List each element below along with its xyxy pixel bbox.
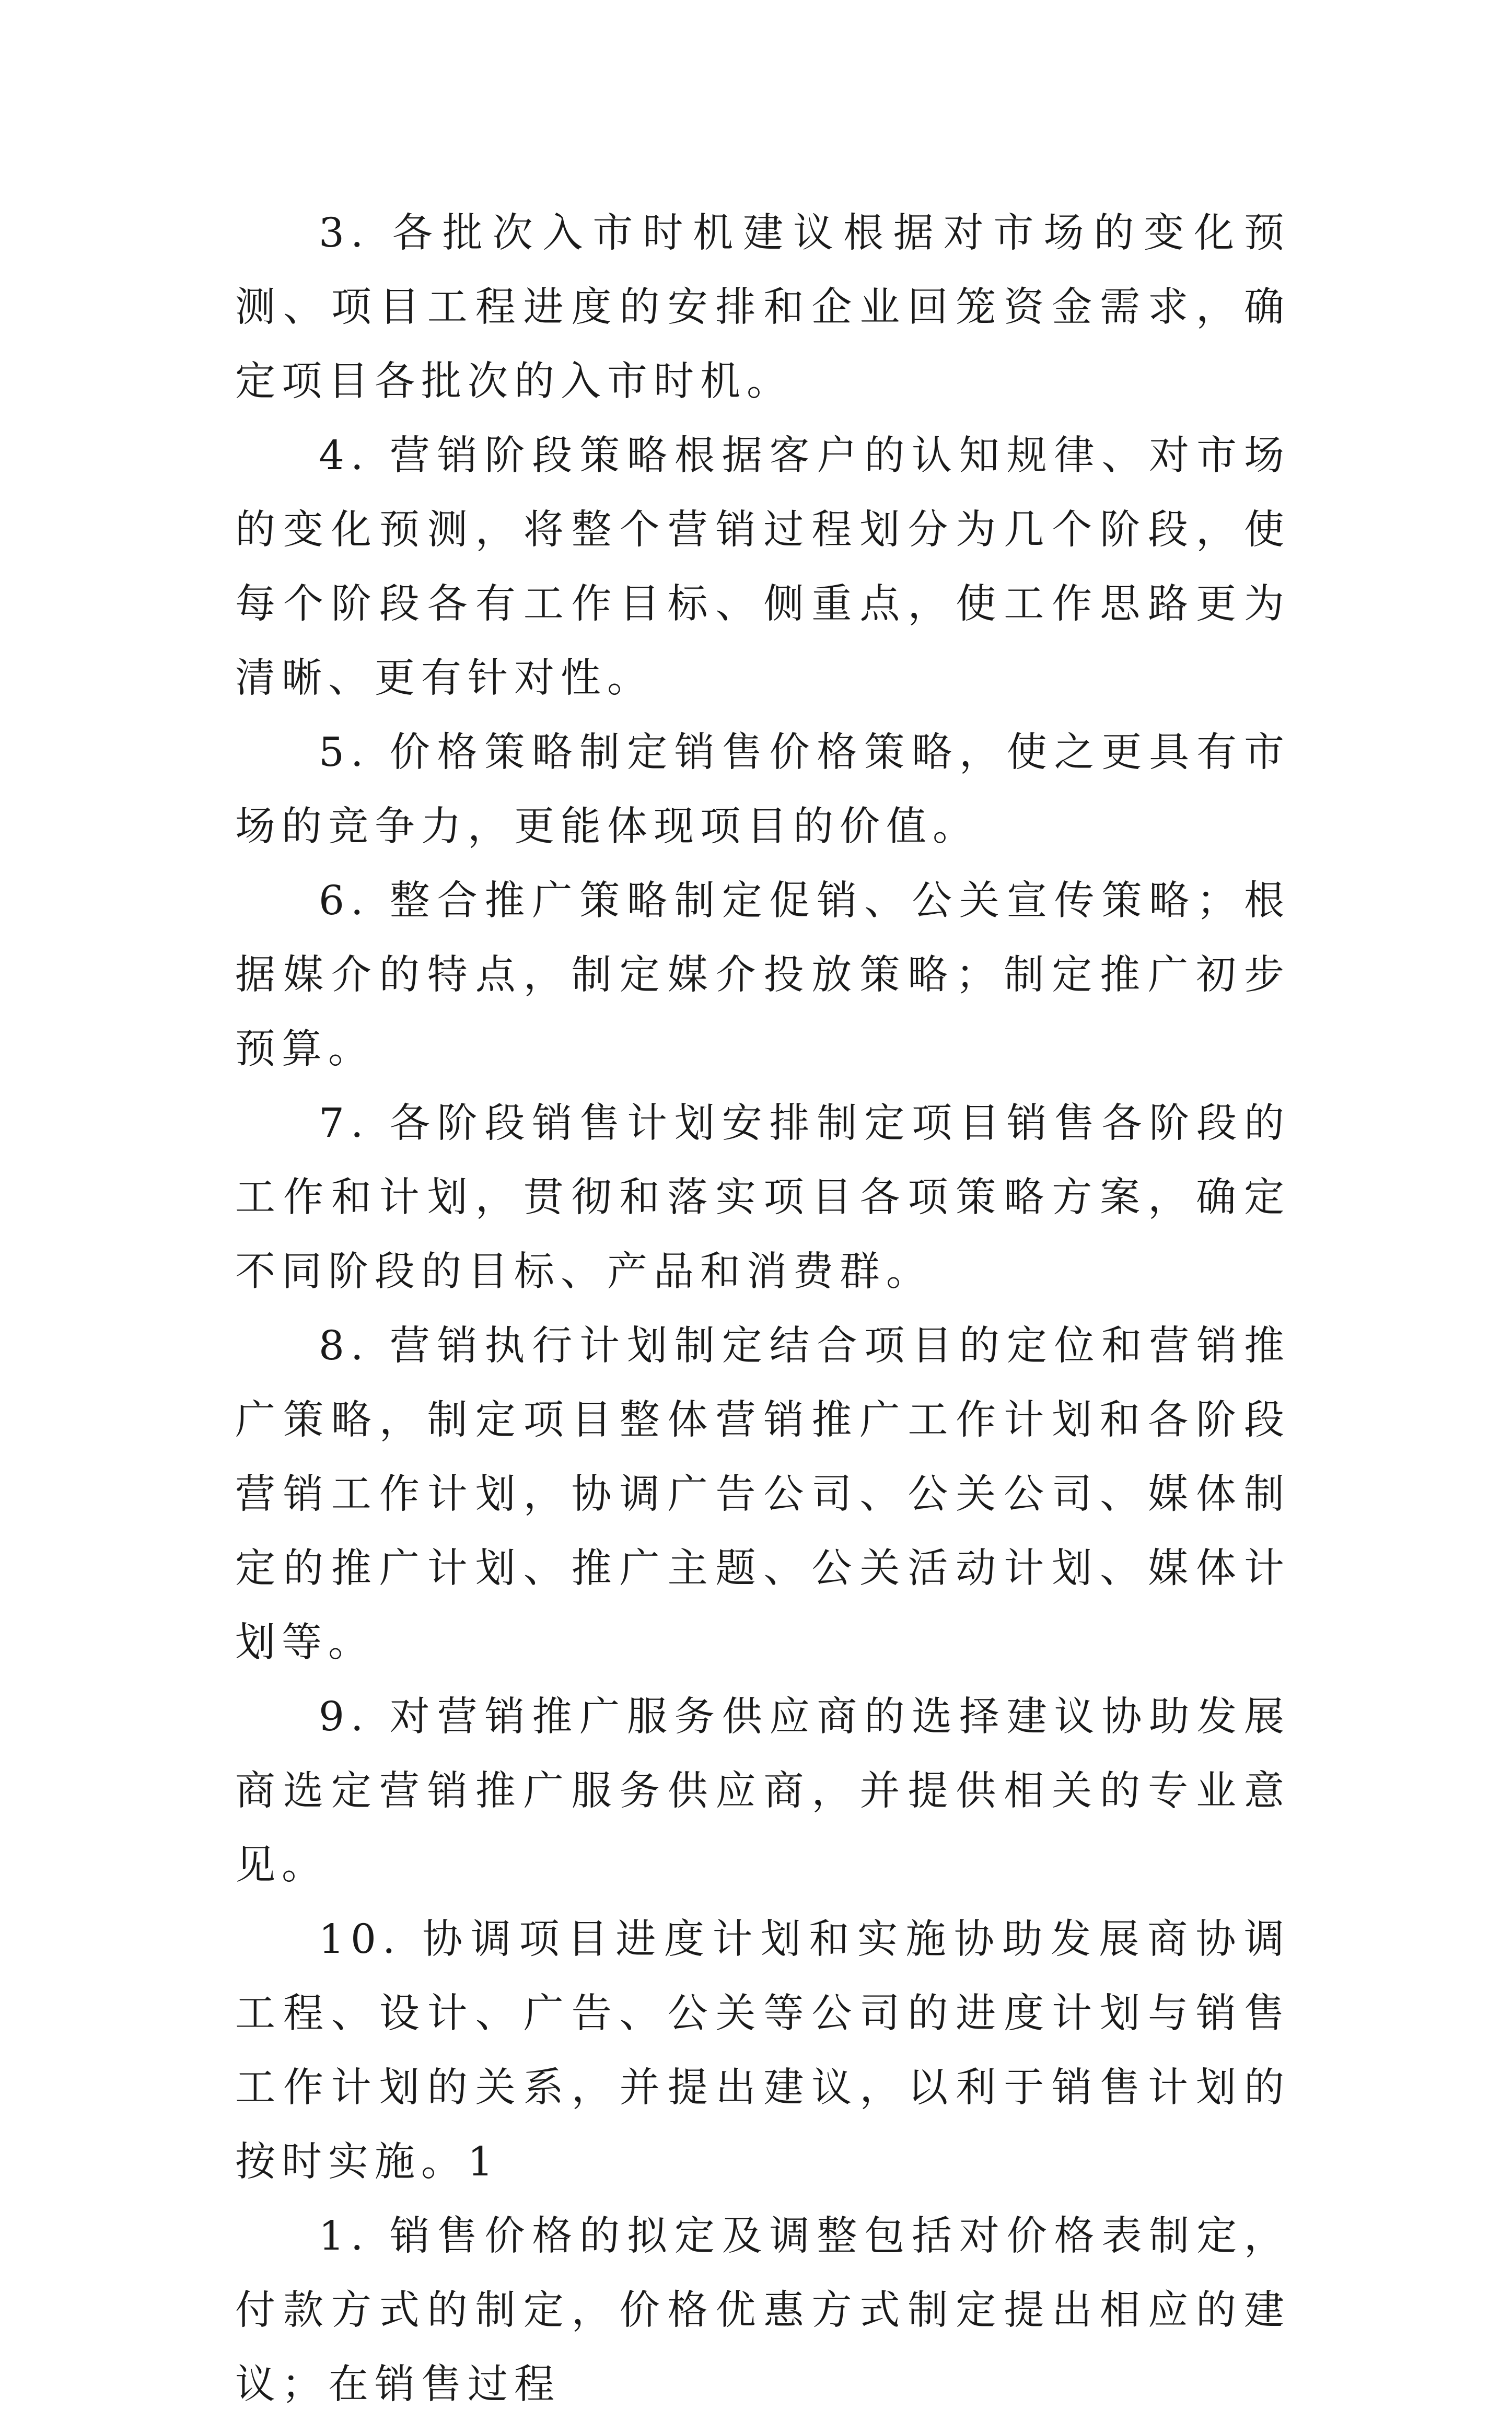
paragraph-1-price-setting: 1. 销售价格的拟定及调整包括对价格表制定，付款方式的制定，价格优惠方式制定提出相应的建议；在销售过程 — [235, 2213, 1290, 2408]
paragraph-4-marketing-stages: 4. 营销阶段策略根据客户的认知规律、对市场的变化预测，将整个营销过程划分为几个阶段，使每个阶段各有工作目标、侧重点，使工作思路更为清晰、更有针对性。 — [235, 433, 1290, 702]
paragraph-3-entry-timing: 3. 各批次入市时机建议根据对市场的变化预测、项目工程进度的安排和企业回笼资金需求，确定项目各批次的入市时机。 — [235, 210, 1290, 405]
paragraph-10-progress-coordination: 10. 协调项目进度计划和实施协助发展商协调工程、设计、广告、公关等公司的进度计划与销售工作计划的关系，并提出建议，以利于销售计划的按时实施。1 — [235, 1916, 1290, 2185]
paragraph-9-supplier-selection: 9. 对营销推广服务供应商的选择建议协助发展商选定营销推广服务供应商，并提供相关的专业意见。 — [235, 1694, 1290, 1889]
paragraph-7-sales-plan: 7. 各阶段销售计划安排制定项目销售各阶段的工作和计划，贯彻和落实项目各项策略方案，确定不同阶段的目标、产品和消费群。 — [235, 1100, 1290, 1295]
paragraph-6-promotion-strategy: 6. 整合推广策略制定促销、公关宣传策略；根据媒介的特点，制定媒介投放策略；制定推广初步预算。 — [235, 878, 1290, 1073]
document-body — [235, 196, 1290, 2422]
paragraph-8-execution-plan: 8. 营销执行计划制定结合项目的定位和营销推广策略，制定项目整体营销推广工作计划和各阶段营销工作计划，协调广告公司、公关公司、媒体制定的推广计划、推广主题、公关活动计划、媒体计划等。 — [235, 1323, 1290, 1666]
paragraph-5-pricing-strategy: 5. 价格策略制定销售价格策略，使之更具有市场的竞争力，更能体现项目的价值。 — [235, 729, 1290, 850]
